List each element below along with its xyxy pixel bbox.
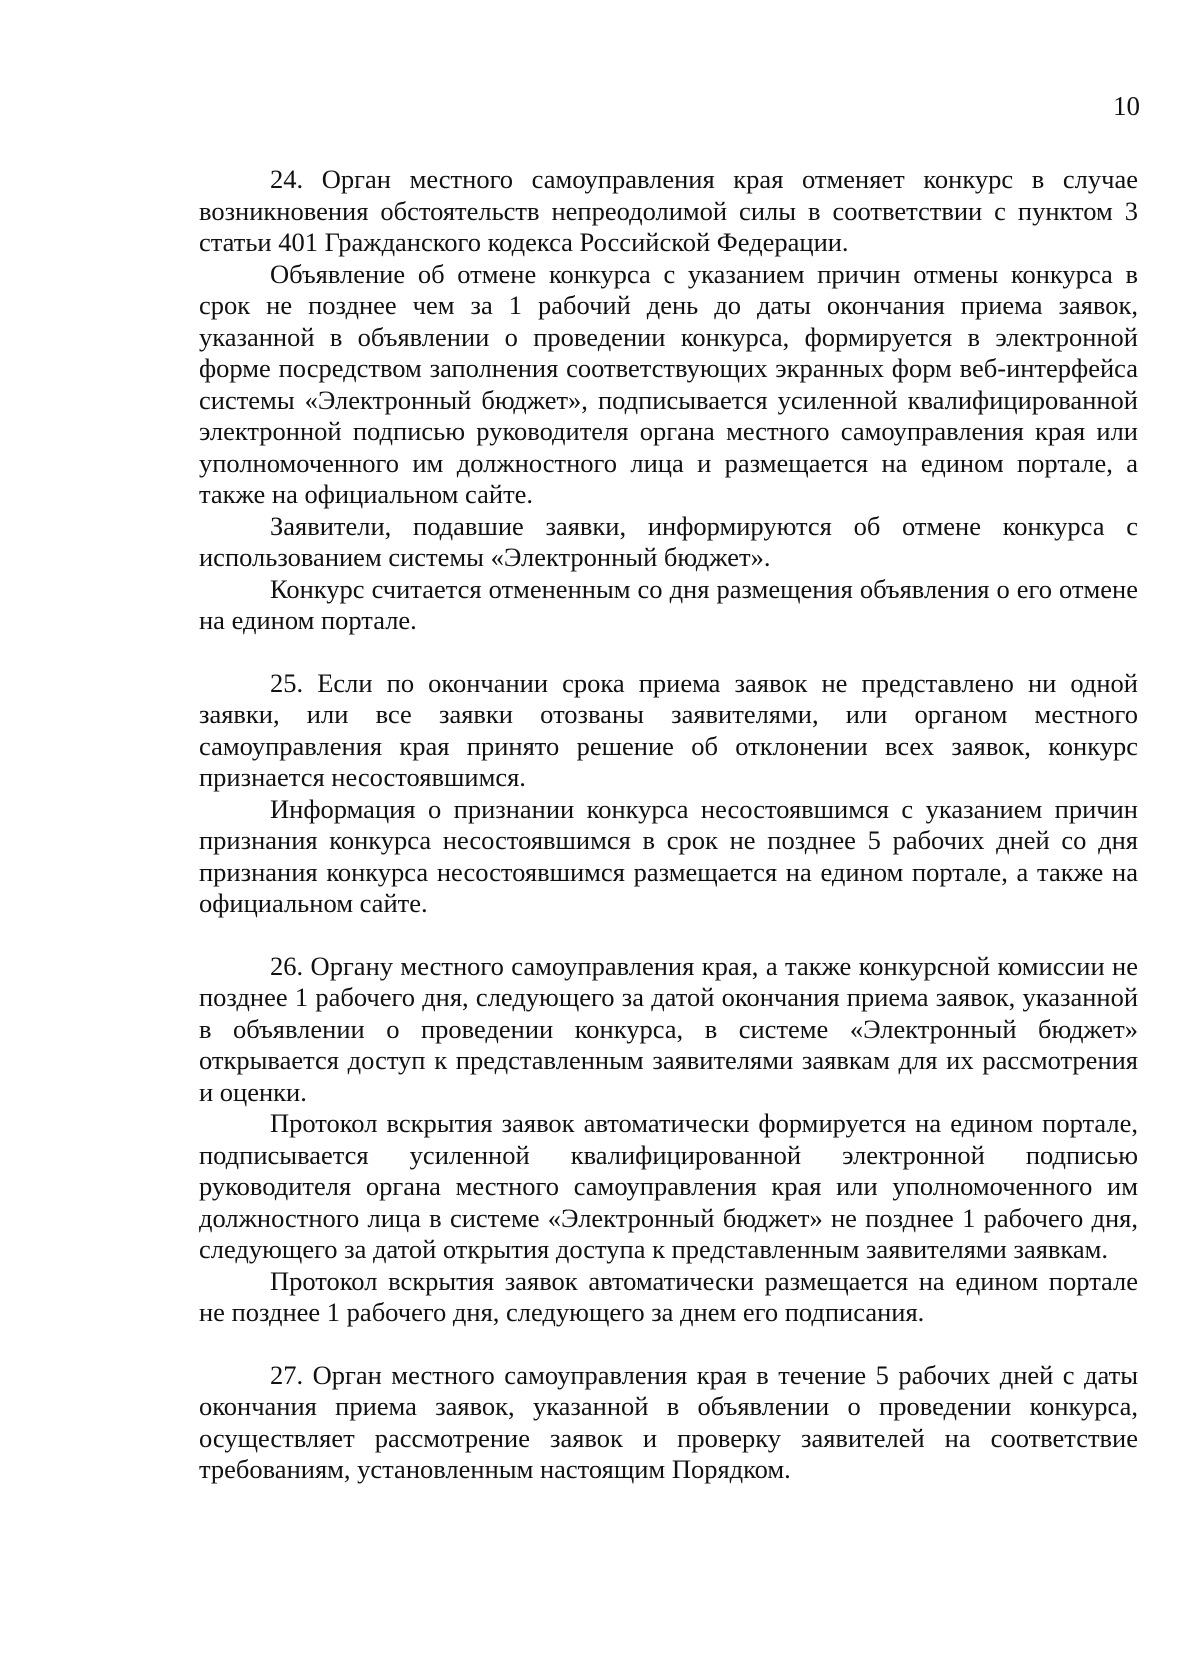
paragraph: Объявление об отмене конкурса с указанием причин отмены конкурса в срок не позднее чем за 1 рабочий день до даты окончания приема заявок, указанной в объявлении о проведении конкурса, формируется в электронной форме посредством заполнения соответствующих экранных форм веб-интерфейса системы «Электронный бюджет», подписывается усиленной квалифицированной электронной подписью руководителя органа местного самоуправления края или уполномоченного им должностного лица и размещается на едином портале, а также на официальном сайте.: [199, 258, 1138, 509]
clause-25: [199, 668, 1138, 920]
paragraph: Информация о признании конкурса несостоявшимся с указанием причин признания конкурса несостоявшимся в срок не позднее 5 рабочих дней со дня признания конкурса несостоявшимся размещается на едином портале, а также на официальном сайте.: [199, 793, 1138, 918]
paragraph: 26. Органу местного самоуправления края, а также конкурсной комиссии не позднее 1 рабочего дня, следующего за датой окончания приема заявок, указанной в объявлении о проведении конкурса, в системе «Электронный бюджет» открывается доступ к представленным заявителями заявкам для их рассмотрения и оценки.: [199, 950, 1138, 1107]
paragraph: 24. Орган местного самоуправления края отменяет конкурс в случае возникновения обстоятельств непреодолимой силы в соответствии с пунктом 3 статьи 401 Гражданского кодекса Российской Федерации.: [199, 164, 1138, 257]
paragraph: Заявители, подавшие заявки, информируются об отмене конкурса с использованием системы «Электронный бюджет».: [199, 510, 1138, 572]
clause-27: [199, 1360, 1138, 1486]
paragraph: Конкурс считается отмененным со дня размещения объявления о его отмене на едином портале.: [199, 573, 1138, 635]
paragraph: Протокол вскрытия заявок автоматически размещается на едином портале не позднее 1 рабочего дня, следующего за днем его подписания.: [199, 1265, 1138, 1327]
document-body: [199, 164, 1138, 1486]
page-number: 10: [1113, 91, 1140, 121]
paragraph: 27. Орган местного самоуправления края в течение 5 рабочих дней с даты окончания приема заявок, указанной в объявлении о проведении конкурса, осуществляет рассмотрение заявок и проверку заявителей на соответствие требованиям, установленным настоящим Порядком.: [199, 1359, 1138, 1484]
clause-26: [199, 951, 1138, 1329]
clause-24: [199, 164, 1138, 637]
paragraph: 25. Если по окончании срока приема заявок не представлено ни одной заявки, или все заявки отозваны заявителями, или органом местного самоуправления края принято решение об отклонении всех заявок, конкурс признается несостоявшимся.: [199, 667, 1138, 792]
paragraph: Протокол вскрытия заявок автоматически формируется на едином портале, подписывается усиленной квалифицированной электронной подписью руководителя органа местного самоуправления края или уполномоченного им должностного лица в системе «Электронный бюджет» не позднее 1 рабочего дня, следующего за датой открытия доступа к представленным заявителями заявкам.: [199, 1108, 1138, 1264]
